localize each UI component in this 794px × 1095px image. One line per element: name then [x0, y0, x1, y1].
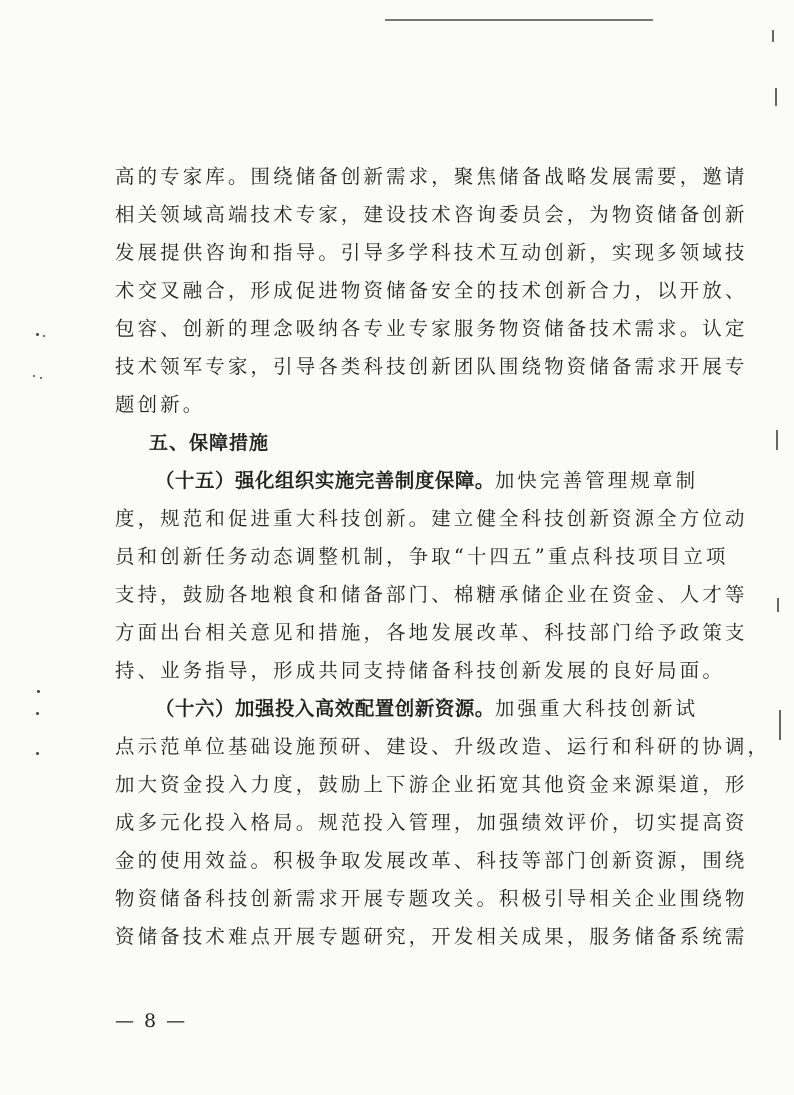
text-line: 金的使用效益。积极争取发展改革、科技等部门创新资源，围绕: [115, 849, 748, 872]
text-line: 技术领军专家，引导各类科技创新团队围绕物资储备需求开展专: [115, 355, 748, 378]
text-line: 包容、创新的理念吸纳各专业专家服务物资储备技术需求。认定: [115, 317, 748, 340]
scan-edge-mark: [772, 30, 774, 42]
text-line: [115, 462, 697, 500]
text-line: 员和创新任务动态调整机制，争取“十四五”重点科技项目立项: [115, 545, 729, 568]
text-line: 高的专家库。围绕储备创新需求，聚焦储备战略发展需要，邀请: [115, 165, 748, 188]
scan-speck: [33, 375, 35, 377]
scan-edge-mark: [776, 430, 778, 450]
paragraph-investment-resources: [115, 690, 771, 956]
text-line: 术交叉融合，形成促进物资储备安全的技术创新合力，以开放、: [115, 279, 748, 302]
page-number: — 8 —: [115, 1010, 188, 1032]
text-line: 题创新。: [115, 393, 206, 416]
document-body: [115, 158, 771, 956]
text-line: 发展提供咨询和指导。引导多学科技术互动创新，实现多领域技: [115, 241, 748, 264]
text-line: 资储备技术难点开展专题研究，开发相关成果，服务储备系统需: [115, 925, 748, 948]
scan-speck: [43, 335, 45, 337]
paragraph-organization-guarantee: [115, 462, 748, 690]
text-line: 相关领域高端技术专家，建设技术咨询委员会，为物资储备创新: [115, 203, 748, 226]
scan-speck: [36, 712, 39, 715]
scan-speck: [36, 752, 39, 755]
paragraph-first-line-text: 加强重大科技创新试: [494, 697, 699, 720]
top-rule: [385, 19, 653, 21]
paragraph-expert-pool: [115, 158, 748, 424]
text-line: 成多元化投入格局。规范投入管理，加强绩效评价，切实提高资: [115, 811, 748, 834]
text-line: 持、业务指导，形成共同支持储备科技创新发展的良好局面。: [115, 659, 725, 682]
text-line: 方面出台相关意见和措施，各地发展改革、科技部门给予政策支: [115, 621, 748, 644]
section-heading: 五、保障措施: [149, 432, 270, 454]
text-line: 加大资金投入力度，鼓励上下游企业拓宽其他资金来源渠道，形: [115, 773, 748, 796]
scan-speck: [37, 690, 40, 693]
scan-edge-mark: [779, 710, 781, 740]
scan-edge-mark: [777, 598, 779, 612]
scan-edge-mark: [775, 88, 777, 106]
paragraph-first-line-text: 加快完善管理规章制: [494, 469, 699, 492]
paragraph-title: （十五）强化组织实施完善制度保障。: [155, 469, 495, 492]
scan-speck: [40, 377, 42, 379]
paragraph-title: （十六）加强投入高效配置创新资源。: [155, 697, 495, 720]
text-line: 物资储备科技创新需求开展专题攻关。积极引导相关企业围绕物: [115, 887, 748, 910]
text-line: [115, 690, 697, 728]
scan-speck: [36, 333, 39, 336]
text-line: 支持，鼓励各地粮食和储备部门、棉糖承储企业在资金、人才等: [115, 583, 748, 606]
text-line: 度，规范和促进重大科技创新。建立健全科技创新资源全方位动: [115, 507, 748, 530]
text-line: 点示范单位基础设施预研、建设、升级改造、运行和科研的协调，: [115, 735, 771, 758]
